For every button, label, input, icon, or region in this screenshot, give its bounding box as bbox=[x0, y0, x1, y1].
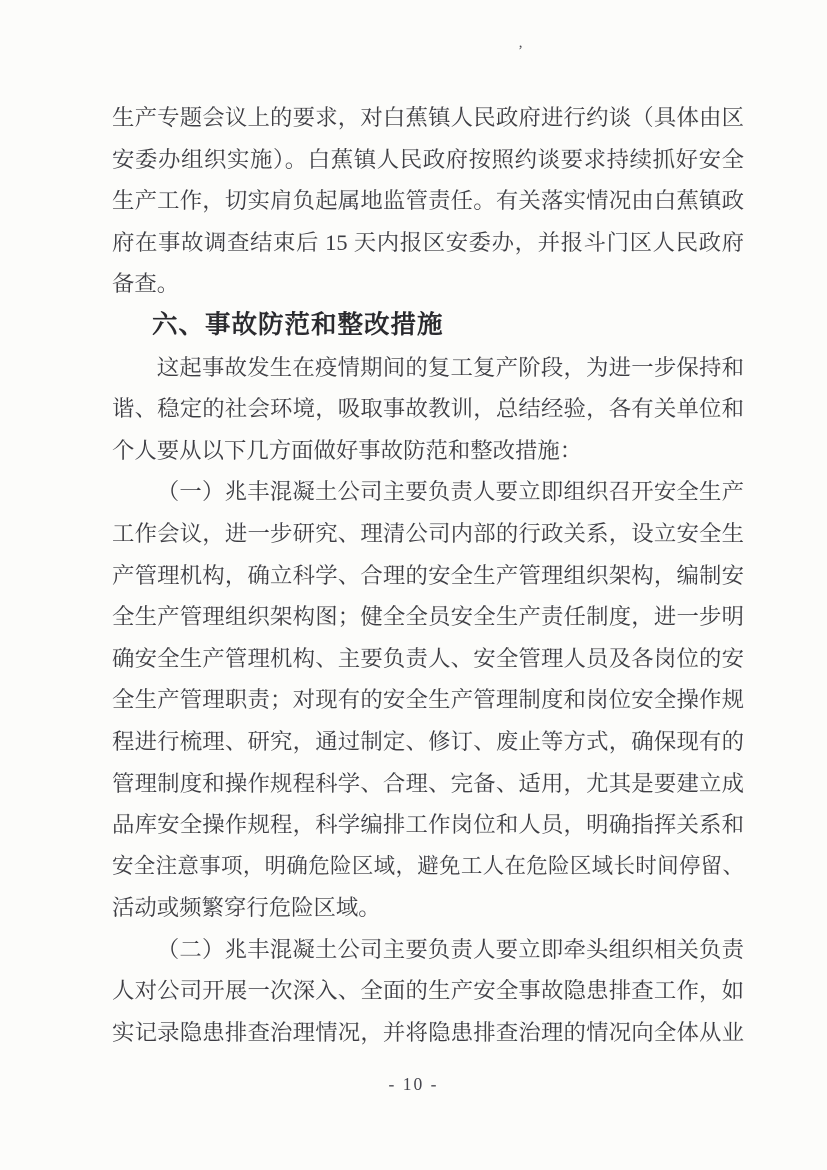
text-line: 全生产管理职责；对现有的安全生产管理制度和岗位安全操作规 bbox=[112, 687, 744, 713]
paragraph bbox=[112, 347, 744, 472]
text-line: 全生产管理组织架构图；健全全员安全生产责任制度，进一步明 bbox=[112, 604, 744, 630]
text-line: 生产专题会议上的要求，对白蕉镇人民政府进行约谈（具体由区 bbox=[112, 105, 744, 130]
text-line: （二）兆丰混凝土公司主要负责人要立即牵头组织相关负责 bbox=[156, 936, 744, 962]
heading-line: 六、事故防范和整改措施 bbox=[152, 310, 444, 339]
text-line: 确安全生产管理机构、主要负责人、安全管理人员及各岗位的安 bbox=[112, 645, 744, 671]
text-line: 安委办组织实施）。白蕉镇人民政府按照约谈要求持续抓好安全 bbox=[112, 146, 744, 172]
section-heading bbox=[112, 305, 744, 347]
text-line: 管理制度和操作规程科学、合理、完备、适用，尤其是要建立成 bbox=[112, 770, 744, 796]
text-line: 生产工作，切实肩负起属地监管责任。有关落实情况由白蕉镇政 bbox=[112, 188, 744, 214]
text-line: 工作会议，进一步研究、理清公司内部的行政关系，设立安全生 bbox=[112, 520, 744, 546]
text-line: 备查。 bbox=[112, 271, 180, 297]
text-line: 品库安全操作规程，科学编排工作岗位和人员，明确指挥关系和 bbox=[112, 812, 744, 838]
page-footer bbox=[0, 1074, 827, 1095]
text-line: 产管理机构，确立科学、合理的安全生产管理组织架构，编制安 bbox=[112, 562, 744, 588]
text-line: 程进行梳理、研究，通过制定、修订、废止等方式，确保现有的 bbox=[112, 728, 744, 754]
text-line: 这起事故发生在疫情期间的复工复产阶段，为进一步保持和 bbox=[156, 354, 744, 380]
text-line: 活动或频繁穿行危险区域。 bbox=[112, 895, 381, 921]
paragraph bbox=[112, 929, 744, 1054]
text-line: 谐、稳定的社会环境，吸取事故教训，总结经验，各有关单位和 bbox=[112, 396, 744, 422]
paragraph bbox=[112, 471, 744, 929]
text-line: 人对公司开展一次深入、全面的生产安全事故隐患排查工作，如 bbox=[112, 978, 744, 1004]
scan-artifact-mark: ’ bbox=[518, 43, 523, 59]
document-body bbox=[112, 97, 744, 1054]
paragraph bbox=[112, 97, 744, 305]
text-line: 府在事故调查结束后 15 天内报区安委办，并报斗门区人民政府 bbox=[112, 229, 744, 255]
text-line: （一）兆丰混凝土公司主要负责人要立即组织召开安全生产 bbox=[156, 479, 744, 505]
page-number: - 10 - bbox=[388, 1074, 439, 1094]
text-line: 安全注意事项，明确危险区域，避免工人在危险区域长时间停留、 bbox=[112, 853, 744, 878]
text-line: 实记录隐患排查治理情况，并将隐患排查治理的情况向全体从业 bbox=[112, 1020, 744, 1046]
text-line: 个人要从以下几方面做好事故防范和整改措施： bbox=[112, 437, 583, 463]
